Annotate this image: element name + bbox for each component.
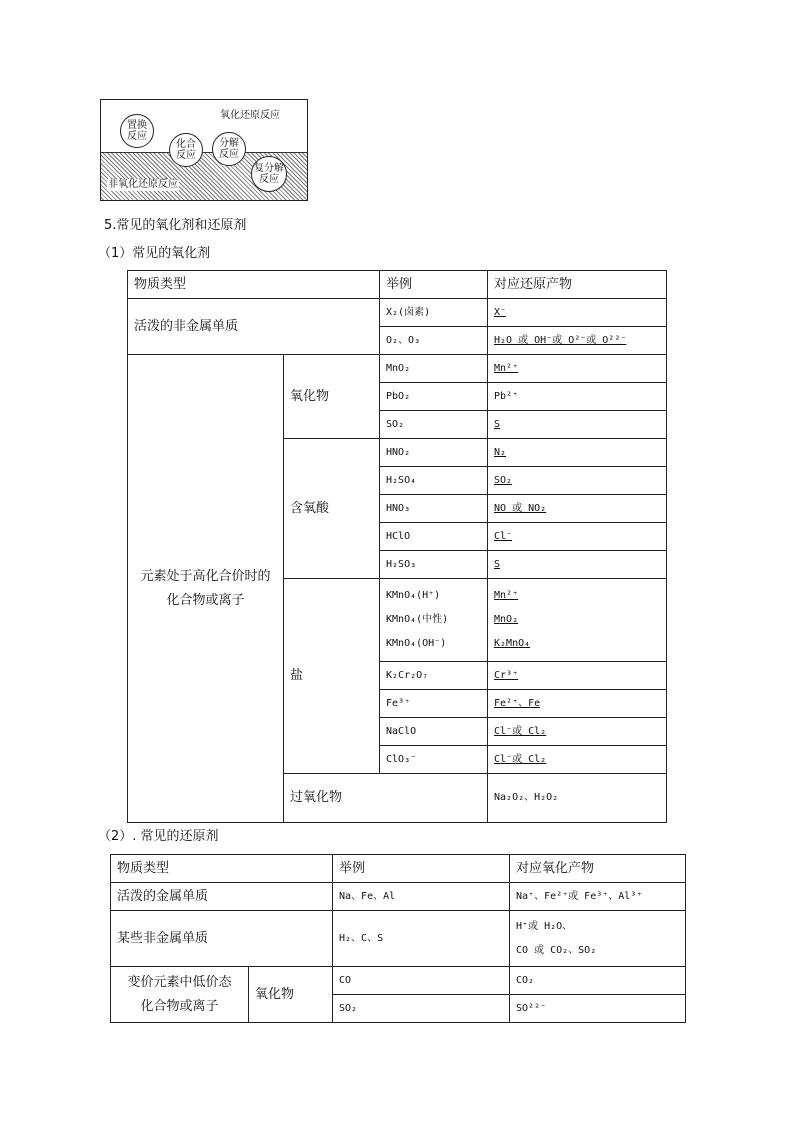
table-row xyxy=(128,355,667,383)
header-type: 物质类型 xyxy=(111,855,333,883)
product-cell: S xyxy=(488,551,667,579)
table-row xyxy=(128,299,667,327)
active-metal-label: 活泼的金属单质 xyxy=(111,883,333,911)
example-cell: H₂SO₃ xyxy=(380,551,488,579)
product-cell: Na⁺、Fe²⁺或 Fe³⁺、Al³⁺ xyxy=(510,883,686,911)
product-cell: Cl⁻或 Cl₂ xyxy=(488,718,667,746)
example-cell: ClO₃⁻ xyxy=(380,746,488,774)
reducers-table xyxy=(110,854,686,1023)
salts-label: 盐 xyxy=(284,579,380,774)
product-cell: Fe²⁺、Fe xyxy=(488,690,667,718)
product-cell: NO 或 NO₂ xyxy=(488,495,667,523)
product-cell: Mn²⁺ xyxy=(488,355,667,383)
example-cell: PbO₂ xyxy=(380,383,488,411)
non-redox-label: 非氧化还原反应 xyxy=(108,179,178,190)
redox-label: 氧化还原反应 xyxy=(220,110,280,121)
example-cell: HClO xyxy=(380,523,488,551)
oxidizers-title: （1）常见的氧化剂 xyxy=(98,246,211,261)
table-row xyxy=(111,967,686,995)
active-nonmetal-label: 活泼的非金属单质 xyxy=(128,299,380,355)
decomposition-circle: 分解 反应 xyxy=(212,132,246,166)
kmno4-examples: KMnO₄(H⁺) KMnO₄(中性) KMnO₄(OH⁻) xyxy=(380,579,488,662)
product-cell: Cr³⁺ xyxy=(488,662,667,690)
example-cell: X₂(卤素) xyxy=(380,299,488,327)
example-cell: Na、Fe、Al xyxy=(333,883,510,911)
oxides-label: 氧化物 xyxy=(284,355,380,439)
example-cell: Fe³⁺ xyxy=(380,690,488,718)
example-cell: H₂SO₄ xyxy=(380,467,488,495)
nonmetal-label: 某些非金属单质 xyxy=(111,911,333,967)
product-cell: SO²²⁻ xyxy=(510,995,686,1023)
example-cell: H₂、C、S xyxy=(333,911,510,967)
example-cell: SO₂ xyxy=(333,995,510,1023)
example-cell: MnO₂ xyxy=(380,355,488,383)
example-cell: NaClO xyxy=(380,718,488,746)
example-cell: Na₂O₂、H₂O₂ xyxy=(488,774,667,823)
product-cell: SO₂ xyxy=(488,467,667,495)
product-cell: X⁻ xyxy=(488,299,667,327)
oxidizers-table xyxy=(127,270,667,823)
example-cell: O₂、O₃ xyxy=(380,327,488,355)
section-5-title: 5.常见的氧化剂和还原剂 xyxy=(104,218,247,233)
product-cell: H⁺或 H₂O、 CO 或 CO₂、SO₂ xyxy=(510,911,686,967)
product-cell: N₂ xyxy=(488,439,667,467)
product-cell: CO₂ xyxy=(510,967,686,995)
reaction-type-diagram xyxy=(100,99,308,201)
header-example: 举例 xyxy=(380,271,488,299)
combination-circle: 化合 反应 xyxy=(169,133,203,167)
header-type: 物质类型 xyxy=(128,271,380,299)
example-cell: HNO₃ xyxy=(380,495,488,523)
peroxide-label: 过氧化物 xyxy=(284,774,488,823)
table-row xyxy=(111,911,686,967)
example-cell: HNO₂ xyxy=(380,439,488,467)
low-valence-label: 变价元素中低价态 化合物或离子 xyxy=(111,967,249,1023)
high-valence-label: 元素处于高化合价时的 化合物或离子 xyxy=(128,355,284,823)
double-decomposition-circle: 复分解 反应 xyxy=(251,156,287,192)
product-cell: S xyxy=(488,411,667,439)
example-cell: CO xyxy=(333,967,510,995)
product-cell: Cl⁻ xyxy=(488,523,667,551)
example-cell: K₂Cr₂O₇ xyxy=(380,662,488,690)
kmno4-products: Mn²⁺ MnO₂ K₂MnO₄ xyxy=(488,579,667,662)
table-row xyxy=(128,271,667,299)
product-cell: H₂O 或 OH⁻或 O²⁻或 O²²⁻ xyxy=(488,327,667,355)
header-example: 举例 xyxy=(333,855,510,883)
table-row xyxy=(111,883,686,911)
low-valence-oxide-label: 氧化物 xyxy=(249,967,333,1023)
displacement-circle: 置换 反应 xyxy=(120,114,154,148)
product-cell: Pb²⁺ xyxy=(488,383,667,411)
header-product: 对应氧化产物 xyxy=(510,855,686,883)
example-cell: SO₂ xyxy=(380,411,488,439)
product-cell: Cl⁻或 Cl₂ xyxy=(488,746,667,774)
reducers-title: （2）. 常见的还原剂 xyxy=(98,829,219,844)
table-row xyxy=(111,855,686,883)
oxyacids-label: 含氧酸 xyxy=(284,439,380,579)
header-product: 对应还原产物 xyxy=(488,271,667,299)
